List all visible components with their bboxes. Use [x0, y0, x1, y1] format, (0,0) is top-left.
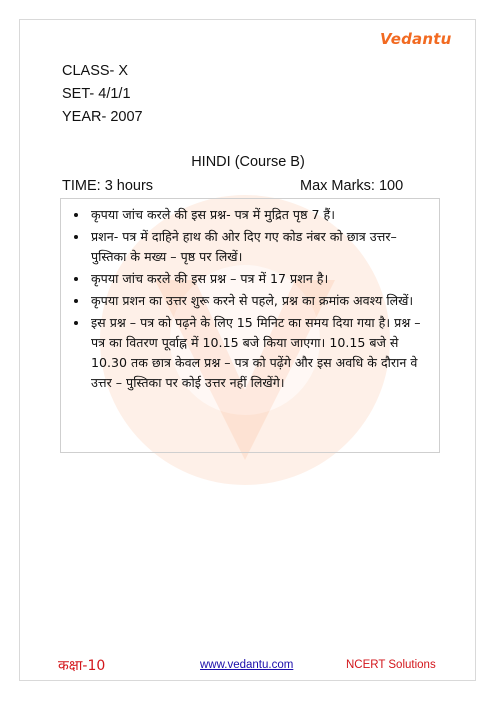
paper-title: HINDI (Course B)	[191, 154, 305, 170]
time-label: TIME: 3 hours	[62, 178, 154, 194]
vedantu-logo: Vedantu	[380, 30, 452, 48]
class-label: CLASS- X	[62, 63, 129, 79]
max-marks-label: Max Marks: 100	[300, 178, 404, 194]
footer-class-label: कक्षा-10	[58, 658, 106, 674]
instruction-item: • इस प्रश्न – पत्र को पढ़ने के लिए 15 मिनिट का समय दिया गया है। प्रश्न – पत्र का वितरण पूर्वाह्न में 10.15 बजे किया जाएगा। 10.15 बजे से 10.30 तक छात्र केवल प्रश्न – पत्र को पढ़ेंगे और इस अवधि के दौरान वे उत्तर – पुस्तिका पर कोई उत्तर नहीं लिखेंगे।	[89, 313, 429, 393]
instructions-list	[61, 199, 439, 393]
instruction-item: • कृपया जांच करले की इस प्रश्न – पत्र में 17 प्रशन है।	[89, 269, 429, 289]
year-label: YEAR- 2007	[62, 109, 143, 125]
set-label: SET- 4/1/1	[62, 86, 131, 102]
instruction-item: • कृपया प्रशन का उत्तर शुरू करने से पहले, प्रश्न का क्रमांक अवश्य लिखें।	[89, 291, 429, 311]
footer-ncert-label: NCERT Solutions	[346, 659, 436, 671]
footer-website-link[interactable]: www.vedantu.com	[200, 659, 294, 671]
instruction-item: • कृपया जांच करले की इस प्रश्न- पत्र में मुद्रित पृष्ठ 7 हैं।	[89, 205, 429, 225]
instructions-box	[60, 198, 440, 453]
instruction-item: • प्रशन- पत्र में दाहिने हाथ की ओर दिए गए कोड नंबर को छात्र उत्तर–पुस्तिका के मख्य – पृष्ठ पर लिखें।	[89, 227, 429, 267]
